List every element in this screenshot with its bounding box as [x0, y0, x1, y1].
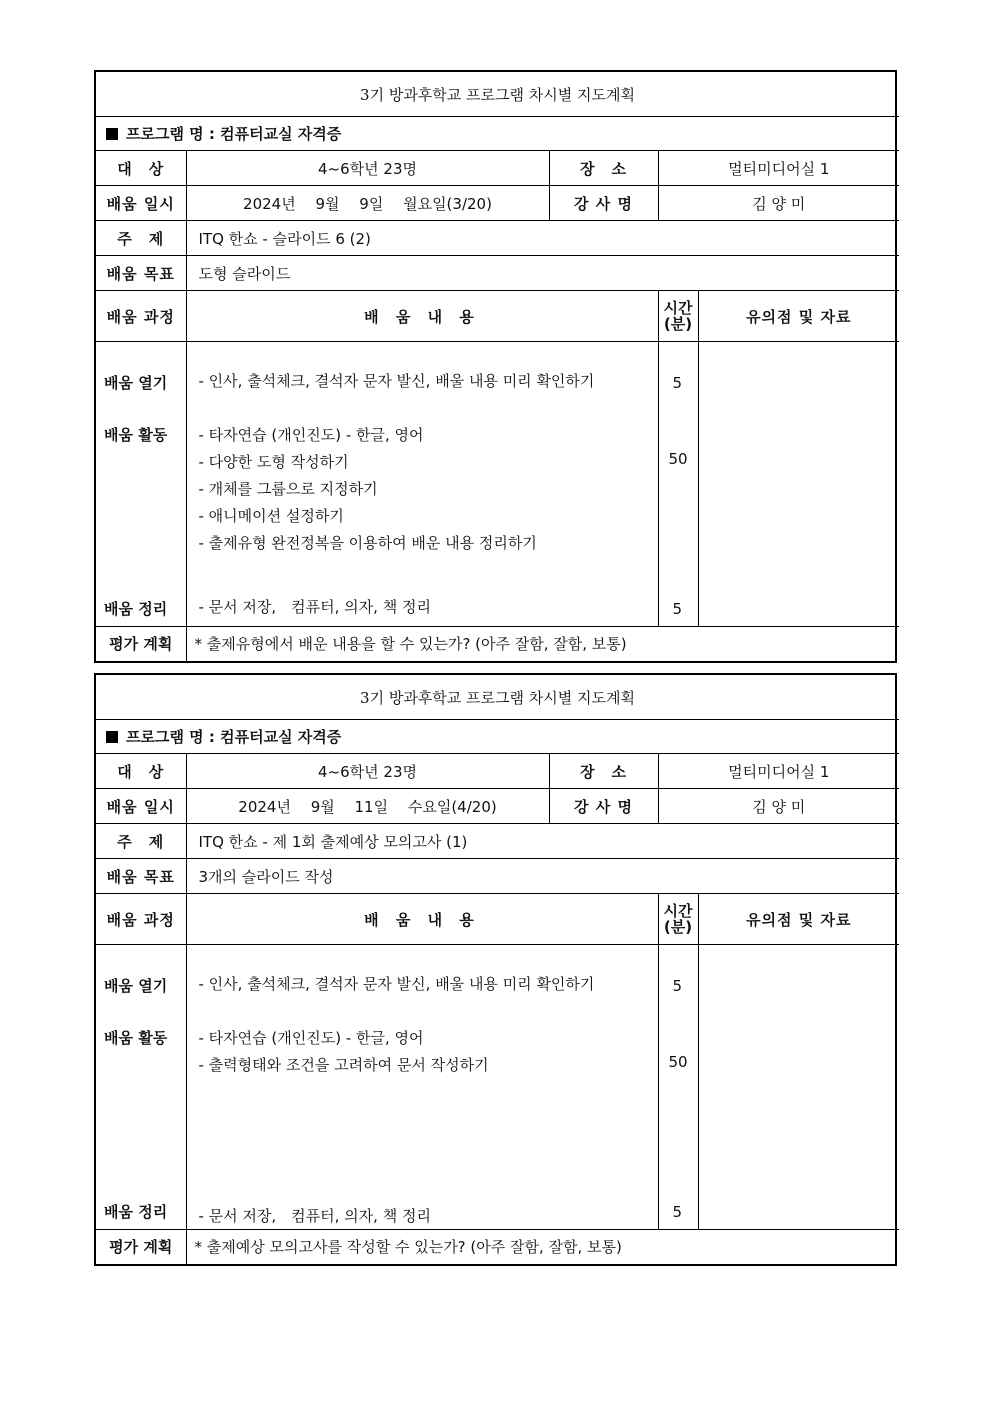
- stage-open: 배움 열기: [104, 374, 168, 392]
- stage-close: 배움 정리: [104, 1203, 168, 1221]
- date-label: 배움 일시: [96, 186, 186, 221]
- list-item: - 인사, 출석체크, 결석자 문자 발신, 배울 내용 미리 확인하기: [198, 372, 595, 390]
- eval-value: * 출제예상 모의고사를 작성할 수 있는가? (아주 잘함, 잘함, 보통): [186, 1230, 899, 1264]
- date-label: 배움 일시: [96, 789, 186, 824]
- place-label: 장 소: [549, 151, 658, 186]
- goal-label: 배움 목표: [96, 256, 186, 291]
- content-column: [186, 945, 658, 1230]
- lesson-plan-table: [96, 72, 899, 661]
- list-item: - 개체를 그룹으로 지정하기: [198, 480, 378, 498]
- notes-header: 유의점 및 자료: [698, 291, 899, 342]
- open-minutes: 5: [672, 374, 683, 392]
- process-header: 배움 과정: [96, 894, 186, 945]
- content-header: 배 움 내 용: [186, 894, 658, 945]
- time-header: [658, 894, 698, 945]
- content-column: [186, 342, 658, 627]
- eval-label: 평가 계획: [96, 1230, 186, 1264]
- teacher-label: 강 사 명: [549, 186, 658, 221]
- time-column: [658, 945, 698, 1230]
- list-item: - 타자연습 (개인진도) - 한글, 영어: [198, 426, 424, 444]
- list-item: - 출제유형 완전정복을 이용하여 배운 내용 정리하기: [198, 534, 537, 552]
- content-header: 배 움 내 용: [186, 291, 658, 342]
- list-item: - 문서 저장, 컴퓨터, 의자, 책 정리: [198, 598, 431, 616]
- square-bullet-icon: [106, 731, 118, 743]
- topic-label: 주 제: [96, 824, 186, 859]
- list-item: - 출력형태와 조건을 고려하여 문서 작성하기: [198, 1056, 489, 1074]
- place-value: 멀티미디어실 1: [658, 151, 899, 186]
- target-value: 4~6학년 23명: [186, 151, 549, 186]
- teacher-value: 김 양 미: [658, 186, 899, 221]
- lesson-plan-table: [96, 675, 899, 1264]
- goal-label: 배움 목표: [96, 859, 186, 894]
- lesson-plan-1: [94, 70, 897, 663]
- close-minutes: 5: [672, 600, 683, 618]
- list-item: - 문서 저장, 컴퓨터, 의자, 책 정리: [198, 1207, 431, 1225]
- activity-minutes: 50: [668, 450, 688, 468]
- lesson-plan-2: [94, 673, 897, 1266]
- stage-activity: 배움 활동: [104, 1029, 168, 1047]
- notes-column: [698, 945, 899, 1230]
- topic-value: ITQ 한쇼 - 제 1회 출제예상 모의고사 (1): [186, 824, 899, 859]
- place-label: 장 소: [549, 754, 658, 789]
- program-name: 프로그램 명 : 컴퓨터교실 자격증: [126, 728, 342, 746]
- stage-column: [96, 342, 186, 627]
- plan-title: 3기 방과후학교 프로그램 차시별 지도계획: [96, 72, 899, 117]
- list-item: - 애니메이션 설정하기: [198, 507, 344, 525]
- target-value: 4~6학년 23명: [186, 754, 549, 789]
- plan-title: 3기 방과후학교 프로그램 차시별 지도계획: [96, 675, 899, 720]
- process-header: 배움 과정: [96, 291, 186, 342]
- teacher-value: 김 양 미: [658, 789, 899, 824]
- stage-activity: 배움 활동: [104, 426, 168, 444]
- topic-label: 주 제: [96, 221, 186, 256]
- goal-value: 3개의 슬라이드 작성: [186, 859, 899, 894]
- time-header: [658, 291, 698, 342]
- date-value: 2024년 9월 11일 수요일(4/20): [186, 789, 549, 824]
- close-minutes: 5: [672, 1203, 683, 1221]
- date-value: 2024년 9월 9일 월요일(3/20): [186, 186, 549, 221]
- open-minutes: 5: [672, 977, 683, 995]
- place-value: 멀티미디어실 1: [658, 754, 899, 789]
- goal-value: 도형 슬라이드: [186, 256, 899, 291]
- activity-minutes: 50: [668, 1053, 688, 1071]
- square-bullet-icon: [106, 128, 118, 140]
- target-label: 대 상: [96, 151, 186, 186]
- list-item: - 인사, 출석체크, 결석자 문자 발신, 배울 내용 미리 확인하기: [198, 975, 595, 993]
- time-header-line1: 시간: [663, 299, 693, 317]
- stage-close: 배움 정리: [104, 600, 168, 618]
- time-header-line1: 시간: [663, 902, 693, 920]
- target-label: 대 상: [96, 754, 186, 789]
- eval-value: * 출제유형에서 배운 내용을 할 수 있는가? (아주 잘함, 잘함, 보통): [186, 627, 899, 661]
- time-header-line2: (분): [663, 918, 693, 936]
- list-item: - 타자연습 (개인진도) - 한글, 영어: [198, 1029, 424, 1047]
- time-column: [658, 342, 698, 627]
- eval-label: 평가 계획: [96, 627, 186, 661]
- program-name-row: [96, 720, 899, 754]
- time-header-line2: (분): [663, 315, 693, 333]
- program-name: 프로그램 명 : 컴퓨터교실 자격증: [126, 125, 342, 143]
- topic-value: ITQ 한쇼 - 슬라이드 6 (2): [186, 221, 899, 256]
- notes-header: 유의점 및 자료: [698, 894, 899, 945]
- teacher-label: 강 사 명: [549, 789, 658, 824]
- stage-column: [96, 945, 186, 1230]
- stage-open: 배움 열기: [104, 977, 168, 995]
- notes-column: [698, 342, 899, 627]
- list-item: - 다양한 도형 작성하기: [198, 453, 349, 471]
- program-name-row: [96, 117, 899, 151]
